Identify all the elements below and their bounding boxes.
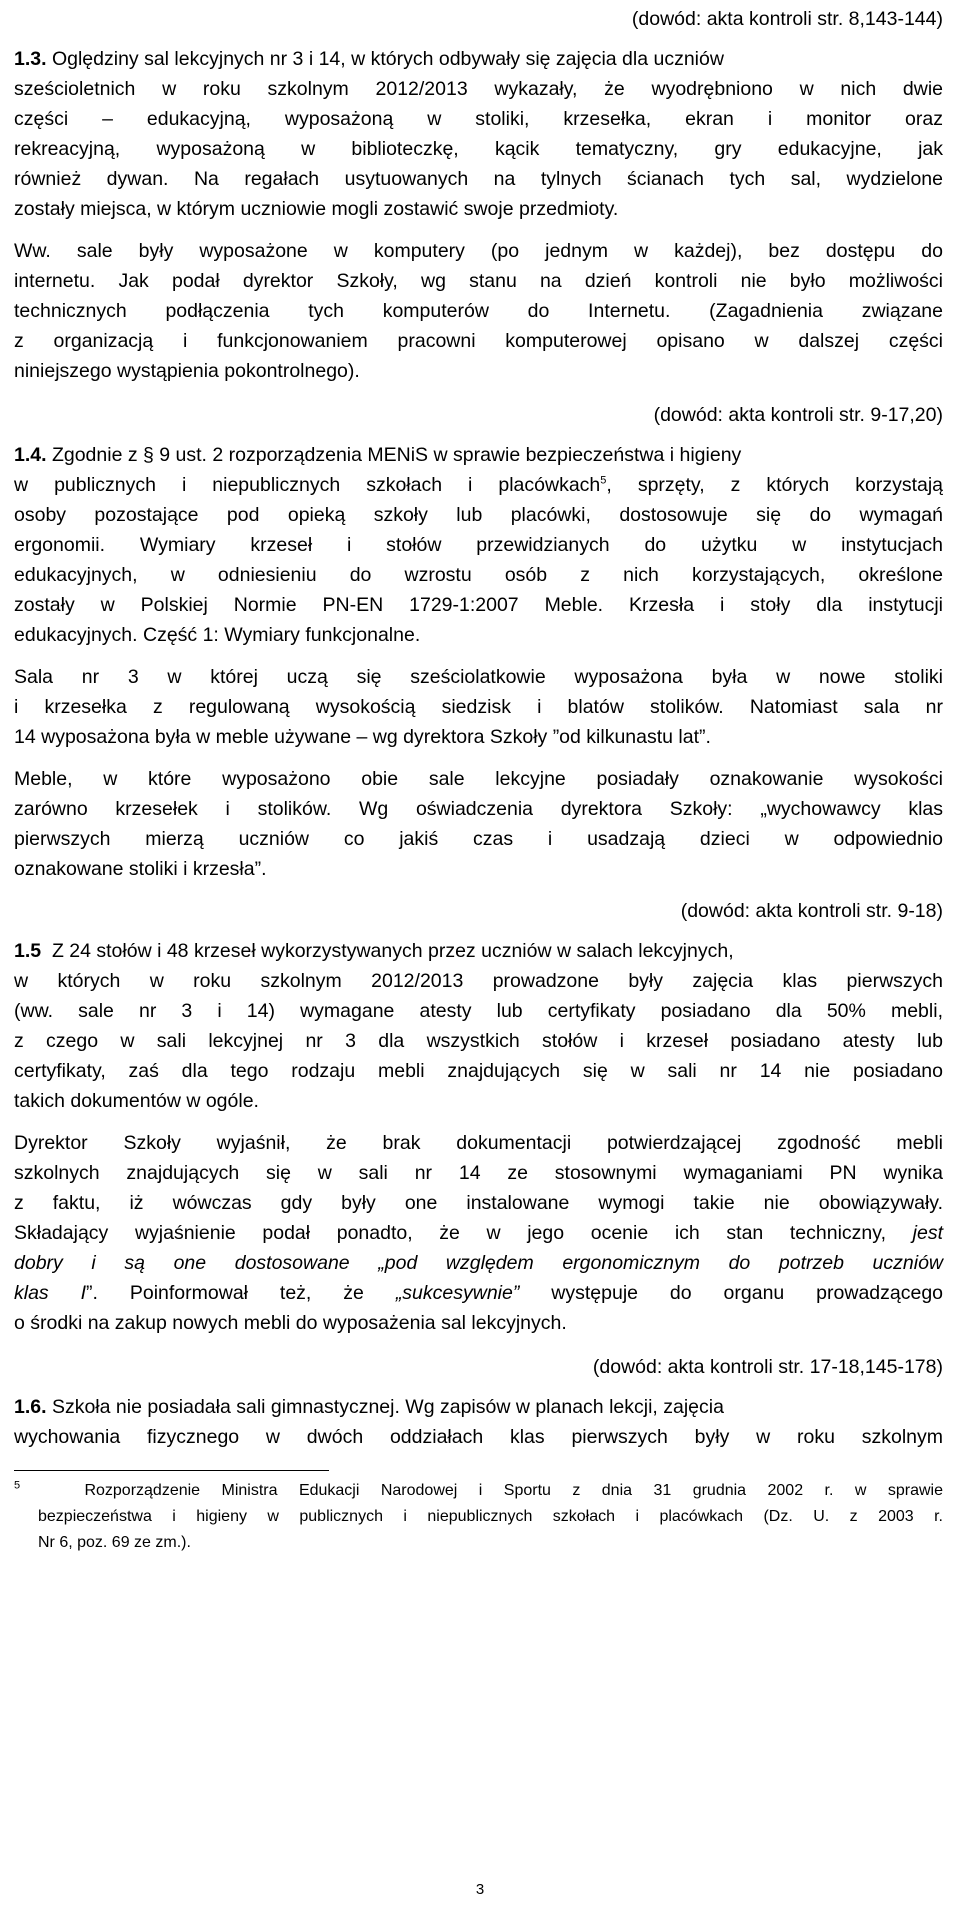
section-number: 1.3. xyxy=(14,48,47,70)
paragraph-line: (ww. sale nr 3 i 14) wymagane atesty lub certyfikaty posiadano dla 50% mebli, xyxy=(14,1000,943,1022)
paragraph-line xyxy=(14,472,943,498)
paragraph-line: takich dokumentów w ogóle. xyxy=(14,1090,259,1112)
text-span: Szkoła nie posiadała sali gimnastycznej. Wg zapisów w planach lekcji, zajęcia xyxy=(51,1396,724,1418)
paragraph-line: z organizacją i funkcjonowaniem pracowni komputerowej opisano w dalszej części xyxy=(14,330,943,352)
footnote-line: bezpieczeństwa i higieny w publicznych i niepublicznych szkołach i placówkach (Dz. U. z 2003 r. xyxy=(38,1508,943,1525)
paragraph-line: z faktu, iż wówczas gdy były one instalowane wymogi takie nie obowiązywały. xyxy=(14,1192,943,1214)
paragraph-line: Dyrektor Szkoły wyjaśnił, że brak dokumentacji potwierdzającej zgodność mebli xyxy=(14,1132,943,1154)
paragraph-line: dobry i są one dostosowane „pod względem ergonomicznym do potrzeb uczniów xyxy=(14,1252,943,1274)
text-span: Oględziny sal lekcyjnych nr 3 i 14, w których odbywały się zajęcia dla uczniów xyxy=(51,48,724,70)
paragraph-line: ergonomii. Wymiary krzeseł i stołów przewidzianych do użytku w instytucjach xyxy=(14,534,943,556)
footnote-line: Nr 6, poz. 69 ze zm.). xyxy=(38,1534,191,1551)
evidence-ref: (dowód: akta kontroli str. 9-18) xyxy=(680,900,943,922)
paragraph-line: oznakowane stoliki i krzesła”. xyxy=(14,858,267,880)
text-span: ”. Poinformował też, że xyxy=(86,1282,364,1304)
paragraph-line xyxy=(14,442,943,468)
paragraph-line xyxy=(14,46,943,72)
paragraph-line xyxy=(14,1220,943,1246)
text-span: występuje do organu prowadzącego xyxy=(551,1282,944,1304)
evidence-ref: (dowód: akta kontroli str. 9-17,20) xyxy=(653,404,943,426)
paragraph-line: z czego w sali lekcyjnej nr 3 dla wszystkich stołów i krzeseł posiadano atesty lub xyxy=(14,1030,943,1052)
footnote-divider xyxy=(14,1470,329,1471)
paragraph-line: Sala nr 3 w której uczą się sześciolatkowie wyposażona była w nowe stoliki xyxy=(14,666,943,688)
paragraph-line: technicznych podłączenia tych komputerów do Internetu. (Zagadnienia związane xyxy=(14,300,943,322)
paragraph-line xyxy=(14,938,943,964)
paragraph-line: Meble, w które wyposażono obie sale lekcyjne posiadały oznakowanie wysokości xyxy=(14,768,943,790)
section-number: 1.6. xyxy=(14,1396,47,1418)
paragraph-line: niniejszego wystąpienia pokontrolnego). xyxy=(14,360,360,382)
text-span: Składający wyjaśnienie podał ponadto, że w jego ocenie ich stan techniczny, xyxy=(14,1222,886,1244)
paragraph-line: rekreacyjną, wyposażoną w biblioteczkę, kącik tematyczny, gry edukacyjne, jak xyxy=(14,138,943,160)
italic-text: klas I xyxy=(14,1282,87,1304)
text-span: Zgodnie z § 9 ust. 2 rozporządzenia MENiS w sprawie bezpieczeństwa i higieny xyxy=(51,444,742,466)
paragraph-line: zostały miejsca, w którym uczniowie mogli zostawić swoje przedmioty. xyxy=(14,198,619,220)
paragraph-line: w których w roku szkolnym 2012/2013 prowadzone były zajęcia klas pierwszych xyxy=(14,970,943,992)
paragraph-line: również dywan. Na regałach usytuowanych na tylnych ścianach tych sal, wydzielone xyxy=(14,168,943,190)
paragraph-line: osoby pozostające pod opieką szkoły lub placówki, dostosowuje się do wymagań xyxy=(14,504,943,526)
italic-text: jest xyxy=(912,1222,943,1244)
footnote-number: 5 xyxy=(14,1479,21,1492)
paragraph-line: pierwszych mierzą uczniów co jakiś czas i usadzają dzieci w odpowiednio xyxy=(14,828,943,850)
evidence-ref: (dowód: akta kontroli str. 17-18,145-178) xyxy=(592,1356,943,1378)
paragraph-line xyxy=(14,1394,943,1420)
italic-text: „sukcesywnie” xyxy=(395,1282,520,1304)
page-number: 3 xyxy=(475,1881,485,1898)
text-span: Z 24 stołów i 48 krzeseł wykorzystywanych przez uczniów w salach lekcyjnych, xyxy=(51,940,734,962)
paragraph-line: wychowania fizycznego w dwóch oddziałach klas pierwszych były w roku szkolnym xyxy=(14,1426,943,1448)
paragraph-line: edukacyjnych. Część 1: Wymiary funkcjonalne. xyxy=(14,624,421,646)
text-span: , sprzęty, z których korzystają xyxy=(606,474,944,496)
footnote-ref[interactable]: 5 xyxy=(600,474,607,487)
paragraph-line: szkolnych znajdujących się w sali nr 14 ze stosownymi wymaganiami PN wynika xyxy=(14,1162,943,1184)
paragraph-line xyxy=(14,1280,943,1306)
paragraph-line: edukacyjnych, w odniesieniu do wzrostu osób z nich korzystających, określone xyxy=(14,564,943,586)
evidence-ref: (dowód: akta kontroli str. 8,143-144) xyxy=(631,8,943,30)
paragraph-line: zostały w Polskiej Normie PN-EN 1729-1:2007 Meble. Krzesła i stoły dla instytucji xyxy=(14,594,943,616)
footnote-line xyxy=(14,1480,943,1506)
paragraph-line: certyfikaty, zaś dla tego rodzaju mebli znajdujących się w sali nr 14 nie posiadano xyxy=(14,1060,943,1082)
paragraph-line: sześcioletnich w roku szkolnym 2012/2013 wykazały, że wyodrębniono w nich dwie xyxy=(14,78,943,100)
paragraph-line: o środki na zakup nowych mebli do wyposażenia sal lekcyjnych. xyxy=(14,1312,567,1334)
text-span: w publicznych i niepublicznych szkołach i placówkach xyxy=(14,474,601,496)
section-number: 1.5 xyxy=(14,940,42,962)
paragraph-line: internetu. Jak podał dyrektor Szkoły, wg stanu na dzień kontroli nie było możliwości xyxy=(14,270,943,292)
paragraph-line: Ww. sale były wyposażone w komputery (po jednym w każdej), bez dostępu do xyxy=(14,240,943,262)
section-number: 1.4. xyxy=(14,444,47,466)
text-span: Rozporządzenie Ministra Edukacji Narodowej i Sportu z dnia 31 grudnia 2002 r. w sprawie xyxy=(84,1482,943,1499)
paragraph-line: zarówno krzesełek i stolików. Wg oświadczenia dyrektora Szkoły: „wychowawcy klas xyxy=(14,798,943,820)
paragraph-line: i krzesełka z regulowaną wysokością siedzisk i blatów stolików. Natomiast sala nr xyxy=(14,696,943,718)
paragraph-line: części – edukacyjną, wyposażoną w stoliki, krzesełka, ekran i monitor oraz xyxy=(14,108,943,130)
paragraph-line: 14 wyposażona była w meble używane – wg dyrektora Szkoły ”od kilkunastu lat”. xyxy=(14,726,711,748)
